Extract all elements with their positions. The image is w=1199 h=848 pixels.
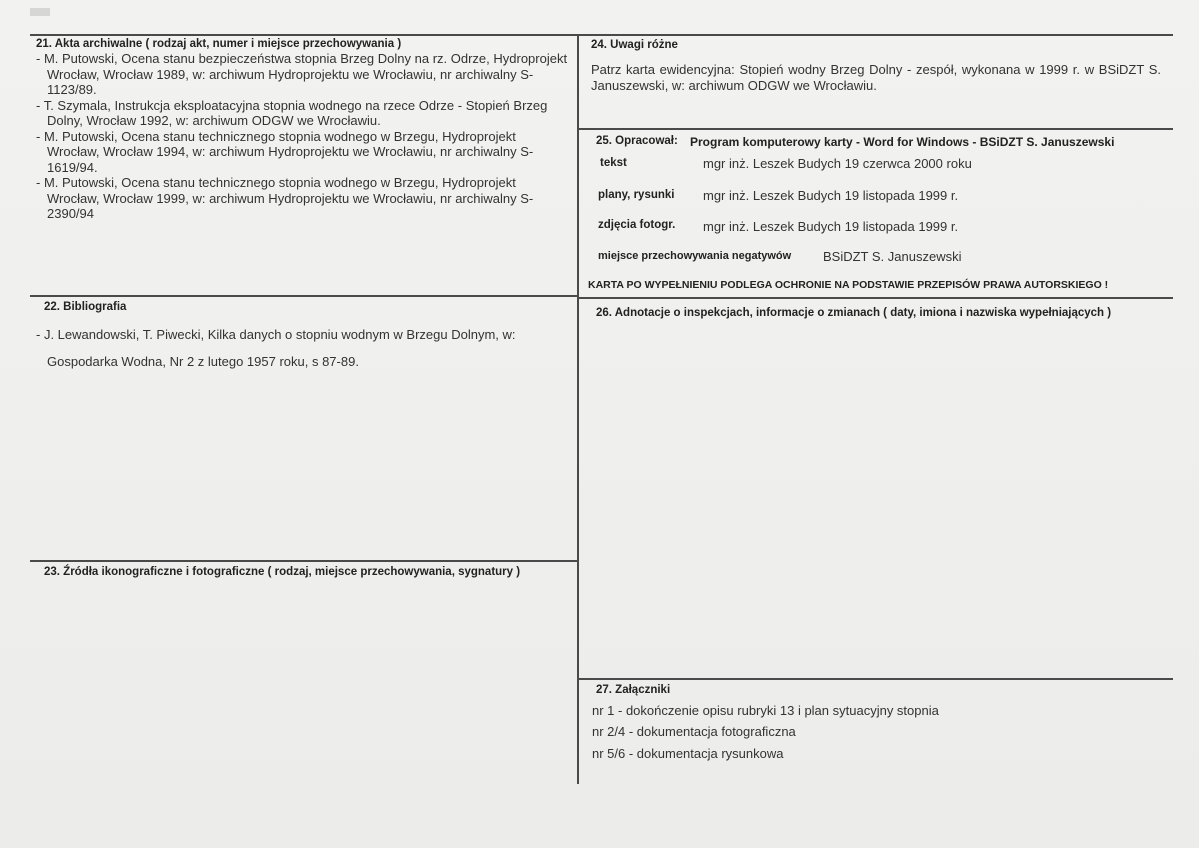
- section-24-remarks: [591, 39, 1161, 94]
- section-22-title: 22. Bibliografia: [44, 301, 127, 313]
- copyright-notice: KARTA PO WYPEŁNIENIU PODLEGA OCHRONIE NA PODSTAWIE PRZEPISÓW PRAWA AUTORSKIEGO !: [588, 279, 1109, 291]
- section-26-annotations: [596, 307, 1111, 319]
- archive-entry-2: - T. Szymala, Instrukcja eksploatacyjna stopnia wodnego na rzece Odrze - Stopień Brzeg Dolny, Wrocław 1992, w: archiwum ODGW we Wrocławiu.: [36, 97, 548, 128]
- bibliography-entry: [36, 321, 570, 375]
- zdjecia-label: zdjęcia fotogr.: [598, 219, 676, 231]
- bibliography-line-1: - J. Lewandowski, T. Piwecki, Kilka danych o stopniu wodnym w Brzegu Dolnym, w:: [36, 327, 516, 342]
- attachment-2: nr 2/4 - dokumentacja fotograficzna: [592, 724, 796, 739]
- archive-entry-1: - M. Putowski, Ocena stanu bezpieczeństwa stopnia Brzeg Dolny na rz. Odrze, Hydroprojekt Wrocław, Wrocław 1989, w: archiwum Hydroprojektu we Wrocławiu, nr archiwalny S-1123/89.: [36, 51, 568, 97]
- archive-entry-3: - M. Putowski, Ocena stanu technicznego stopnia wodnego w Brzegu, Hydroprojekt Wrocław, Wrocław 1994, w: archiwum Hydroprojektu we Wrocławiu, nr archiwalny S-1619/94.: [36, 128, 534, 175]
- section-24-text: Patrz karta ewidencyjna: Stopień wodny Brzeg Dolny - zespół, wykonana w 1999 r. w BSiDZT S. Januszewski, w: archiwum ODGW we Wrocławiu.: [591, 62, 1161, 93]
- attachment-1: nr 1 - dokończenie opisu rubryki 13 i plan sytuacyjny stopnia: [592, 703, 939, 718]
- plany-value: mgr inż. Leszek Budych 19 listopada 1999 r.: [703, 188, 959, 203]
- archive-entry-4: - M. Putowski, Ocena stanu technicznego stopnia wodnego w Brzegu, Hydroprojekt Wrocław, Wrocław 1999, w: archiwum Hydroprojektu we Wrocławiu, nr archiwalny S-2390/94: [36, 175, 534, 221]
- rule-21-22: [30, 295, 578, 297]
- section-23-title: 23. Źródła ikonograficzne i fotograficzne ( rodzaj, miejsce przechowywania, sygnatury ): [44, 566, 521, 578]
- section-22-bibliography: [36, 301, 570, 375]
- scan-mark: [30, 8, 50, 16]
- plany-label: plany, rysunki: [598, 189, 675, 201]
- rule-24-25: [578, 128, 1173, 130]
- section-24-title: 24. Uwagi różne: [591, 39, 678, 51]
- section-21-entries: [36, 51, 570, 222]
- zdjecia-value: mgr inż. Leszek Budych 19 listopada 1999 r.: [703, 219, 959, 234]
- bibliography-line-2: Gospodarka Wodna, Nr 2 z lutego 1957 roku, s 87-89.: [47, 354, 359, 369]
- section-27-title: 27. Załączniki: [596, 684, 671, 696]
- top-rule: [30, 34, 1173, 36]
- tekst-label: tekst: [600, 157, 627, 169]
- negatywy-value: BSiDZT S. Januszewski: [823, 249, 962, 264]
- column-divider: [577, 34, 579, 784]
- section-21-archival-files: [36, 38, 570, 222]
- attachment-3: nr 5/6 - dokumentacja rysunkowa: [592, 746, 784, 761]
- negatywy-label: miejsce przechowywania negatywów: [598, 250, 792, 262]
- rule-22-23: [30, 560, 578, 562]
- section-23-iconographic-sources: [44, 566, 520, 578]
- section-21-title: 21. Akta archiwalne ( rodzaj akt, numer i miejsce przechowywania ): [36, 38, 402, 50]
- program-info: Program komputerowy karty - Word for Windows - BSiDZT S. Januszewski: [690, 135, 1115, 149]
- tekst-value: mgr inż. Leszek Budych 19 czerwca 2000 roku: [703, 156, 972, 171]
- rule-25-26: [578, 297, 1173, 299]
- section-26-title: 26. Adnotacje o inspekcjach, informacje o zmianach ( daty, imiona i nazwiska wypełniających ): [596, 307, 1112, 319]
- section-25-title: 25. Opracował:: [596, 135, 678, 147]
- rule-26-27: [578, 678, 1173, 680]
